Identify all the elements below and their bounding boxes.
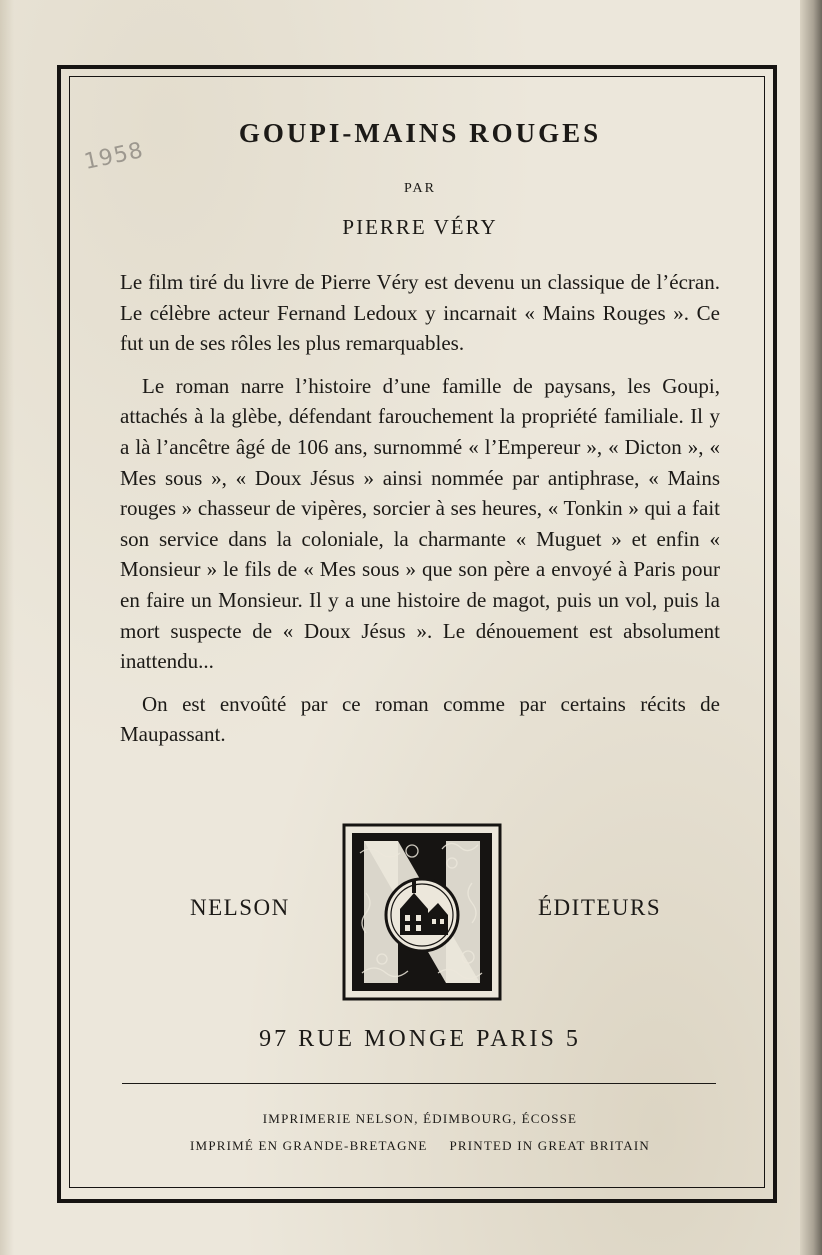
publisher-label: ÉDITEURS — [538, 895, 662, 920]
publisher-address: 97 RUE MONGE PARIS 5 — [259, 1026, 581, 1052]
book-title: GOUPI-MAINS ROUGES — [238, 118, 602, 148]
blurb-paragraph-2: Le roman narre l’histoire d’une famille de paysans, les Goupi, attachés à la glèbe, défendant farouchement la propriété familiale. Il y a là l’ancêtre âgé de 106 ans, surnommé « l’Empereur », « Dicton », « Mes sous », « Doux Jésus » ainsi nommée par antiphrase, « Mains rouges » chasseur de vipères, sorcier à ses heures, « Tonkin » qui a fait son service dans la coloniale, la charmante « Muguet » et enfin « Monsieur » le fils de « Mes sous » que son père a envoyé à Paris pour en faire un Monsieur. Il y a une histoire de magot, puis un vol, puis la mort suspecte de « Doux Jésus ». Le dénouement est absolument inattendu... — [120, 373, 720, 674]
printed-in-english: PRINTED IN GREAT BRITAIN — [449, 1138, 650, 1153]
printed-in-french: IMPRIMÉ EN GRANDE-BRETAGNE — [190, 1138, 428, 1153]
page-edge — [800, 0, 822, 1255]
printer-line-1: IMPRIMERIE NELSON, ÉDIMBOURG, ÉCOSSE — [262, 1111, 578, 1126]
divider-rule — [122, 1083, 716, 1084]
blurb-text — [120, 267, 720, 762]
author-name: PIERRE VÉRY — [342, 215, 498, 239]
blurb-paragraph-3: On est envoûté par ce roman comme par certains récits de Maupassant. — [120, 691, 720, 747]
printer-line-2 — [70, 1138, 770, 1154]
publisher-name: NELSON — [190, 895, 290, 920]
by-label: PAR — [404, 181, 436, 196]
blurb-paragraph-1: Le film tiré du livre de Pierre Véry est devenu un classique de l’écran. Le célèbre acteur Fernand Ledoux y incarnait « Mains Rouges ». Ce fut un de ses rôles les plus remarquables. — [120, 270, 720, 356]
nelson-n-monogram-house-icon — [342, 823, 502, 1001]
pencil-annotation: 1958 — [82, 138, 146, 175]
